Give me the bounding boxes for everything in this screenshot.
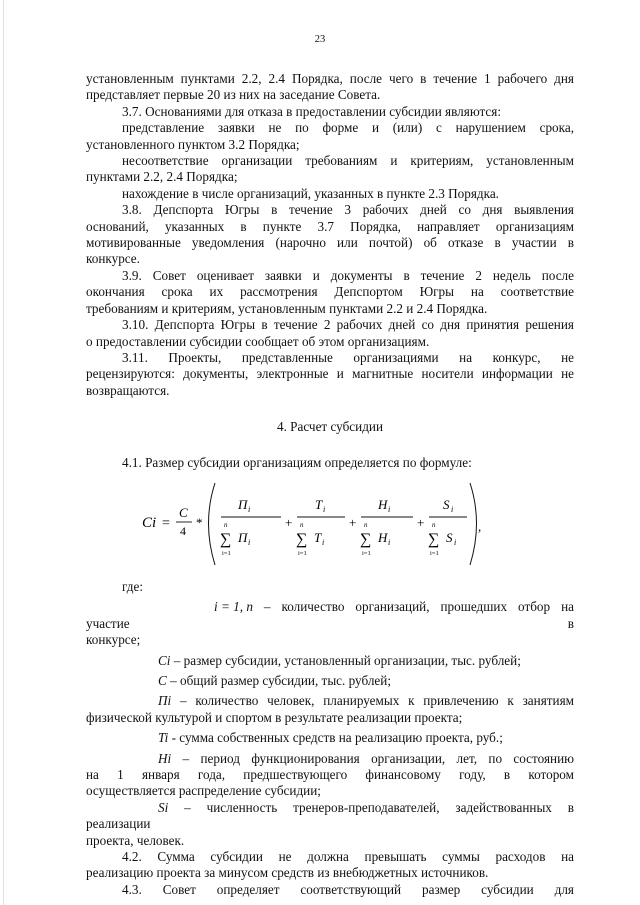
paragraph-line: представление заявки не по форме и (или) с нарушением срока,: [122, 120, 574, 136]
formula-term-ti: [296, 497, 345, 557]
paragraph-line: оснований, указанных в пункте 3.7 Порядка, направляет организациям: [86, 218, 574, 234]
paragraph-line: несоответствие организации требованиям и критериям, установленным: [122, 153, 574, 169]
paragraph-line: пунктами 2.2, 2.4 Порядка;: [86, 169, 238, 185]
formula-plus: +: [285, 514, 293, 530]
svg-text:i: i: [454, 537, 457, 547]
paragraph-line: о предоставлении субсидии сообщает об этом организациям.: [86, 333, 430, 349]
paragraph-line: возвращаются.: [86, 382, 170, 398]
paragraph-line: проекта, человек.: [86, 832, 185, 848]
paragraph-line: представляет первые 20 из них на заседание Совета.: [86, 87, 381, 103]
svg-text:n: n: [364, 520, 368, 529]
definition-i: i = 1, n – количество организаций, прошедших отбор на участие в: [86, 599, 574, 631]
symbol-pi: Пi: [158, 693, 172, 709]
formula-times: *: [196, 514, 203, 530]
svg-text:i=1: i=1: [298, 549, 307, 557]
where-label: где:: [122, 578, 143, 594]
svg-text:i=1: i=1: [362, 549, 371, 557]
paragraph-3-9: 3.9. Совет оценивает заявки и документы в течение 2 недель после: [122, 267, 574, 283]
paragraph-3-8: 3.8. Депспорта Югры в течение 3 рабочих дней со дня выявления: [122, 202, 574, 218]
svg-text:i: i: [322, 537, 325, 547]
definition-si: Si – численность тренеров-преподавателей, задействованных в реализации: [86, 799, 574, 832]
svg-text:i: i: [451, 504, 454, 514]
formula-plus: +: [349, 514, 357, 530]
definition-ti: Ti - сумма собственных средств на реализацию проекта, руб.;: [86, 730, 574, 746]
svg-text:H: H: [378, 496, 388, 512]
svg-text:∑: ∑: [220, 530, 232, 548]
svg-text:П: П: [238, 529, 248, 545]
formula-plus: +: [417, 514, 425, 530]
paragraph-line: нахождение в числе организаций, указанных в пункте 2.3 Порядка.: [122, 185, 499, 201]
formula-term-si: [428, 497, 467, 557]
svg-text:T: T: [314, 529, 322, 545]
paragraph-4-3: 4.3. Совет определяет соответствующий размер субсидии для: [122, 881, 574, 897]
svg-text:i: i: [248, 537, 251, 547]
paragraph-line: конкурсе.: [86, 251, 140, 267]
svg-text:i: i: [323, 504, 326, 514]
subsidy-formula: [86, 475, 574, 573]
symbol-si: Si: [158, 799, 169, 815]
section-heading: 4. Расчет субсидии: [276, 419, 384, 435]
svg-text:i: i: [388, 504, 391, 514]
formula-graphic: [86, 475, 574, 573]
svg-text:T: T: [315, 496, 323, 512]
formula-term-pi: [220, 497, 281, 557]
svg-text:S: S: [443, 496, 450, 512]
definition-ci: Ci – размер субсидии, установленный организации, тыс. рублей;: [86, 653, 574, 669]
paragraph-line: установленным пунктами 2.2, 2.4 Порядка, после чего в течение 1 рабочего дня: [86, 71, 574, 86]
symbol-hi: Hi: [158, 750, 172, 766]
paragraph-line: на 1 января года, предшествующего финансовому году, в котором: [86, 767, 574, 782]
paragraph-3-10: 3.10. Депспорта Югры в течение 2 рабочих дней со дня принятия решения: [122, 317, 574, 333]
paragraph-3-11: 3.11. Проекты, представленные организациями на конкурс, не: [122, 349, 574, 365]
svg-text:i: i: [248, 504, 251, 514]
definition-c: C – общий размер субсидии, тыс. рублей;: [86, 673, 574, 689]
svg-text:∑: ∑: [428, 530, 440, 548]
paragraph-line: осуществляется распределение субсидии;: [86, 783, 321, 799]
paragraph-line: рецензируются: документы, электронные и магнитные носители информации не: [86, 366, 574, 382]
paragraph-line: мотивированные уведомления (нарочно или почтой) об отказе в участии в: [86, 235, 574, 251]
document-body: [86, 71, 574, 898]
svg-text:n: n: [224, 520, 228, 529]
definition-pi: Пi – количество человек, планируемых к привлечению к занятиям: [86, 693, 574, 709]
formula-c-den: 4: [180, 523, 186, 538]
formula-term-hi: [360, 497, 413, 557]
paragraph-line: физической культурой и спортом в результате реализации проекта;: [86, 709, 463, 725]
svg-text:∑: ∑: [296, 530, 308, 548]
formula-c-num: C: [179, 504, 188, 520]
paragraph-line: требованиям и критериям, установленным пунктами 2.2 и 2.4 Порядка.: [86, 300, 488, 316]
svg-text:i=1: i=1: [222, 549, 231, 557]
svg-text:i=1: i=1: [430, 549, 439, 557]
symbol-i-range: i = 1, n: [214, 599, 253, 615]
svg-text:S: S: [446, 529, 453, 545]
paragraph-line: окончания срока их рассмотрения Депспортом Югры на соответствие: [86, 284, 574, 300]
svg-text:∑: ∑: [360, 530, 372, 548]
svg-text:i: i: [388, 537, 391, 547]
paragraph-line: конкурсе;: [86, 632, 141, 648]
svg-text:П: П: [238, 496, 248, 512]
definition-hi: Hi – период функционирования организации, лет, по состоянию: [86, 751, 574, 767]
page-number: 23: [314, 34, 326, 45]
paragraph-line: установленного пунктом 3.2 Порядка;: [86, 136, 300, 152]
svg-text:n: n: [432, 520, 436, 529]
symbol-ti: Ti: [158, 730, 169, 746]
formula-eq: =: [162, 515, 170, 531]
paragraph-4-2: 4.2. Сумма субсидии не должна превышать суммы расходов на: [122, 849, 574, 865]
paragraph-3-7: 3.7. Основаниями для отказа в предоставлении субсидии являются:: [122, 103, 502, 119]
formula-lhs: Ci: [142, 514, 157, 531]
symbol-c: C: [158, 672, 167, 688]
formula-trailing: ,: [478, 518, 482, 534]
svg-text:n: n: [300, 520, 304, 529]
paragraph-4-1: 4.1. Размер субсидии организациям определяется по формуле:: [122, 454, 472, 470]
scan-margin-line: [3, 0, 4, 905]
svg-text:H: H: [378, 529, 388, 545]
paragraph-line: реализацию проекта за минусом средств из внебюджетных источников.: [86, 865, 489, 881]
symbol-ci: Ci: [158, 652, 171, 668]
